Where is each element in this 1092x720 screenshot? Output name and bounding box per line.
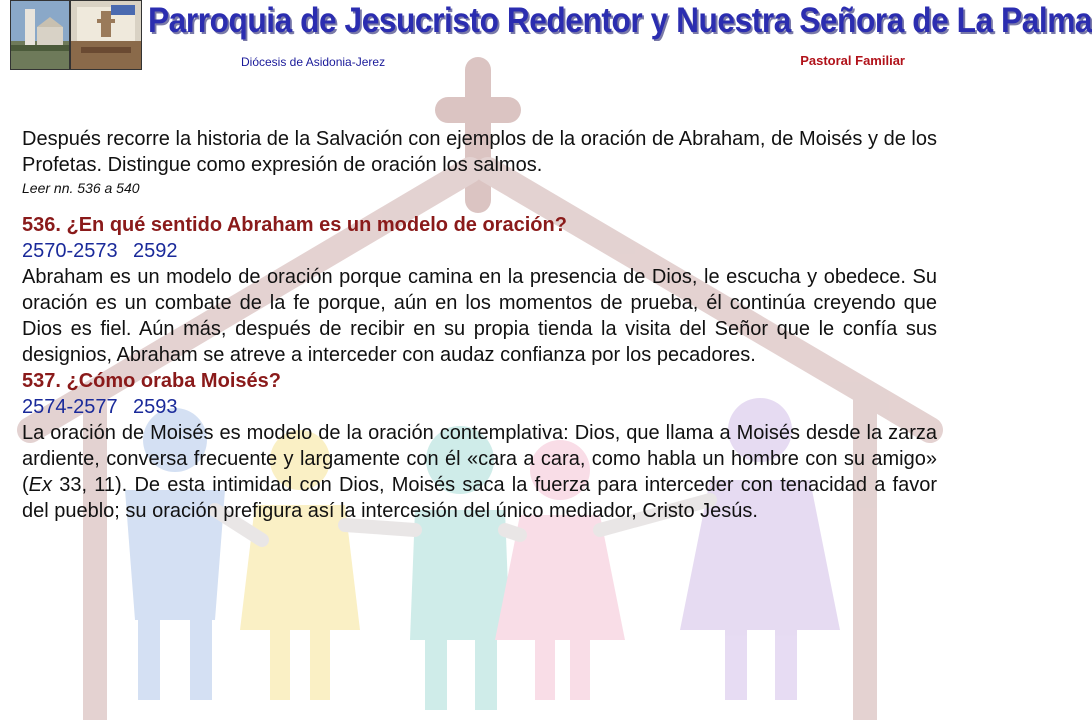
reading-note: Leer nn. 536 a 540 (22, 180, 140, 196)
intro-paragraph: Después recorre la historia de la Salvación con ejemplos de la oración de Abraham, de Moisés y de los Profetas. Distingue como expresión de oración los salmos. (22, 128, 937, 176)
ref-number: 2592 (133, 240, 178, 262)
page-header (0, 0, 1092, 80)
question-537: 537. ¿Cómo oraba Moisés? (22, 370, 281, 392)
refs-537 (22, 394, 937, 420)
diocese-label: Diócesis de Asidonia-Jerez (241, 55, 386, 69)
parish-title: Parroquia de Jesucristo Redentor y Nuestra Señora de La Palma (148, 1, 1092, 40)
slide-content (22, 126, 937, 524)
answer-537: La oración de Moisés es modelo de la oración contemplativa: Dios, que llama a Moisés desde la zarza ardiente, conversa frecuente y largamente con él «cara a cara, como habla un hombre con su amigo» (Ex 33, 11). De esta intimidad con Dios, Moisés saca la fuerza para interceder con tenacidad a favor del pueblo; su oración prefigura así la intercesión del único mediador, Cristo Jesús. (22, 422, 937, 522)
question-536: 536. ¿En qué sentido Abraham es un modelo de oración? (22, 214, 567, 236)
church-interior-photo (70, 0, 142, 70)
refs-536 (22, 238, 937, 264)
pastoral-familiar-label: Pastoral Familiar (800, 53, 905, 68)
church-exterior-photo (10, 0, 70, 70)
ref-range: 2574-2577 (22, 396, 118, 418)
ex-abbreviation: Ex (28, 474, 53, 496)
ref-number: 2593 (133, 396, 178, 418)
answer-536: Abraham es un modelo de oración porque camina en la presencia de Dios, le escucha y obedece. Su oración es un combate de la fe porque, aún en los momentos de prueba, él continúa creyendo que Dios es fiel. Aún más, después de recibir en su propia tienda la visita del Señor que le confía sus designios, Abraham se atreve a interceder con audaz confianza por los pecadores. (22, 266, 937, 366)
ref-range: 2570-2573 (22, 240, 118, 262)
